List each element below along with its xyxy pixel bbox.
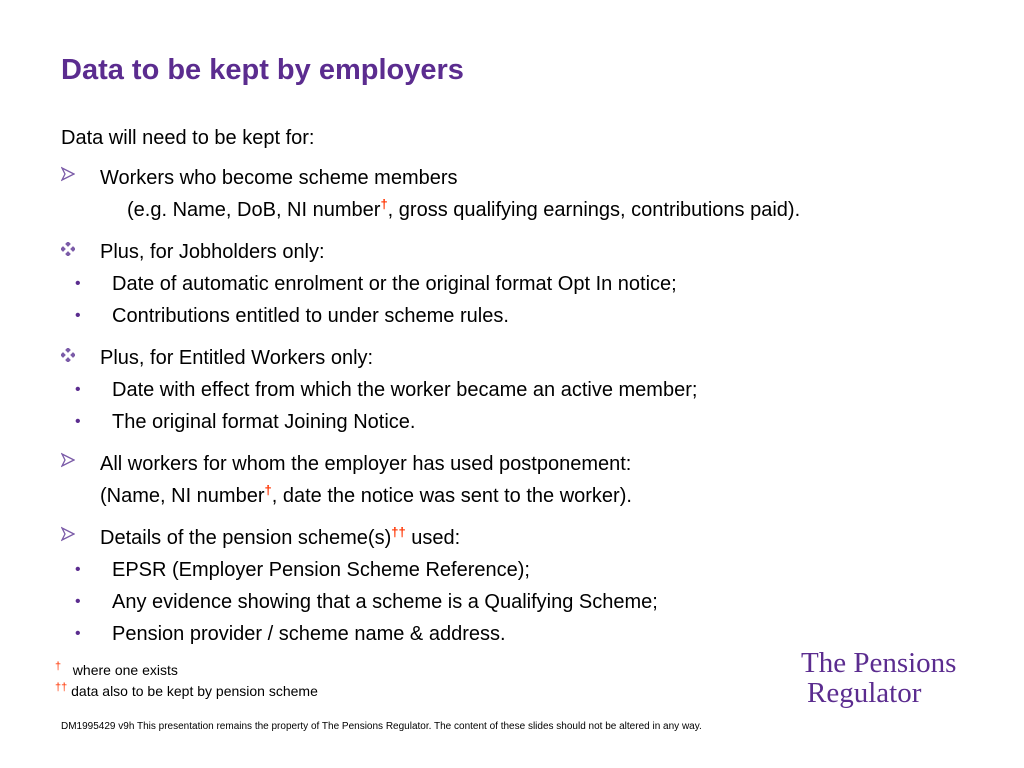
bullet-item-pension-scheme (61, 522, 1001, 554)
dot-bullet-icon: • (75, 413, 81, 430)
item-line: Plus, for Jobholders only: (100, 241, 325, 263)
dot-bullet-icon: • (75, 307, 81, 324)
arrow-bullet-icon (61, 162, 81, 194)
sub-item-text: Date of automatic enrolment or the original format Opt In notice; (112, 273, 677, 295)
dagger-mark: † (264, 482, 272, 498)
dagger-mark: † (380, 196, 388, 212)
dot-bullet-icon: • (75, 625, 81, 642)
item-line (100, 522, 1001, 554)
item-line-text: used: (405, 527, 461, 549)
sub-item (61, 374, 1001, 406)
bullet-item-workers (61, 162, 1001, 226)
dot-bullet-icon: • (75, 561, 81, 578)
sub-item (61, 586, 1001, 618)
item-detail-line (100, 480, 1001, 512)
slide-content (61, 124, 1001, 650)
sub-item-text: Contributions entitled to under scheme rules. (112, 305, 509, 327)
sub-item (61, 406, 1001, 438)
item-line: Workers who become scheme members (100, 167, 458, 189)
dot-bullet-icon: • (75, 381, 81, 398)
bullet-item-jobholders (61, 236, 1001, 268)
detail-text: (e.g. Name, DoB, NI number (127, 199, 381, 221)
pensions-regulator-logo (801, 648, 956, 708)
sub-item (61, 554, 1001, 586)
dot-bullet-icon: • (75, 275, 81, 292)
sub-item-text: EPSR (Employer Pension Scheme Reference); (112, 559, 530, 581)
footnote-single-dagger (55, 662, 178, 678)
sub-item (61, 618, 1001, 650)
logo-line: The Pensions (801, 647, 957, 679)
item-line: All workers for whom the employer has used postponement: (100, 453, 632, 475)
arrow-bullet-icon (61, 448, 81, 480)
bullet-item-entitled-workers (61, 342, 1001, 374)
sub-item-text: The original format Joining Notice. (112, 411, 416, 433)
slide-title: Data to be kept by employers (61, 54, 464, 86)
footer-disclaimer: DM1995429 v9h This presentation remains the property of The Pensions Regulator. The content of these slides should not be altered in any way. (61, 721, 702, 732)
detail-text: (Name, NI number (100, 485, 265, 507)
sub-item (61, 268, 1001, 300)
item-line: Plus, for Entitled Workers only: (100, 347, 374, 369)
detail-text: , date the notice was sent to the worker). (271, 485, 632, 507)
sub-item-text: Pension provider / scheme name & address. (112, 623, 506, 645)
sub-item-text: Any evidence showing that a scheme is a Qualifying Scheme; (112, 591, 658, 613)
detail-text: , gross qualifying earnings, contributions paid). (387, 199, 801, 221)
logo-line: Regulator (807, 677, 922, 709)
footnote-text: data also to be kept by pension scheme (71, 683, 318, 699)
arrow-bullet-icon (61, 522, 81, 554)
sub-item-text: Date with effect from which the worker became an active member; (112, 379, 698, 401)
diamond-bullet-icon (61, 342, 81, 374)
item-detail-line (100, 194, 1001, 226)
footnote-double-dagger (55, 683, 318, 699)
double-dagger-mark: †† (391, 524, 406, 540)
intro-text: Data will need to be kept for: (61, 127, 315, 149)
dot-bullet-icon: • (75, 593, 81, 610)
sub-item (61, 300, 1001, 332)
item-line-text: Details of the pension scheme(s) (100, 527, 392, 549)
footnote-text: where one exists (72, 662, 178, 678)
double-dagger-mark: †† (55, 681, 68, 694)
dagger-mark: † (55, 660, 62, 673)
diamond-bullet-icon (61, 236, 81, 268)
bullet-item-postponement (61, 448, 1001, 512)
